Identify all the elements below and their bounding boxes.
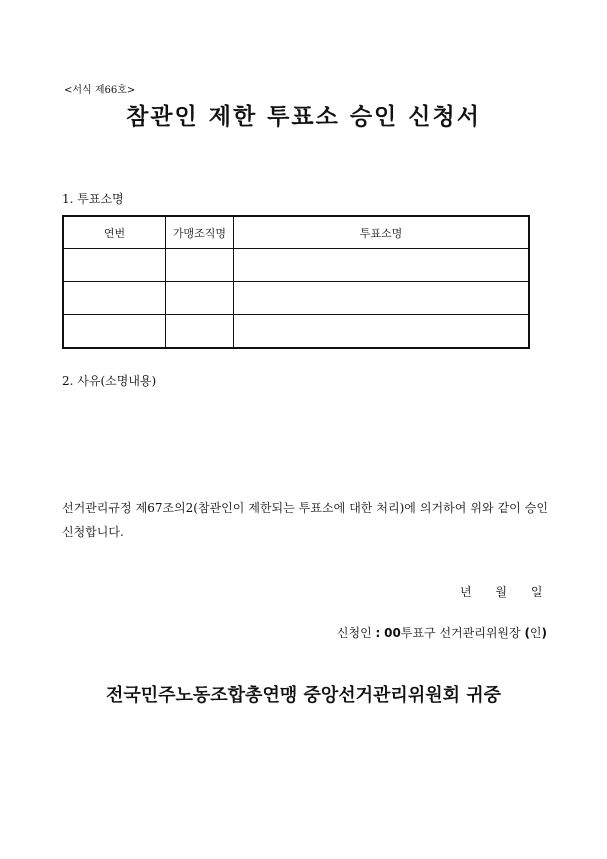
seal-open: ( [524,626,530,640]
table-cell[interactable] [234,249,530,282]
table-row [63,249,529,282]
column-header-number: 연번 [63,216,166,249]
addressee: 전국민주노동조합총연맹 중앙선거관리위원회 귀중 [105,685,502,706]
section-2-heading: 2. 사유(소명내용) [62,374,157,388]
column-header-station: 투표소명 [234,216,530,249]
applicant-label: 신청인 [336,626,372,640]
section-1-heading: 1. 투표소명 [62,192,124,206]
date-day-label: 일 [530,585,543,599]
table-cell[interactable] [166,249,234,282]
table-cell[interactable] [63,249,166,282]
applicant-org-mark: 00 [384,626,401,640]
polling-station-table [62,215,530,349]
date-month-label: 월 [495,585,508,599]
date-line [460,583,542,600]
date-year-label: 년 [460,585,472,599]
table-row [63,315,529,349]
request-statement: 선거관리규정 제67조의2(참관인이 제한되는 투표소에 대한 처리)에 의거하여 위와 같이 승인 신청합니다. [62,501,548,539]
page-title: 참관인 제한 투표소 승인 신청서 [126,104,481,130]
applicant-name: 투표구 선거관리위원장 [400,626,521,640]
column-header-affiliate: 가맹조직명 [166,216,234,249]
table-cell[interactable] [166,282,234,315]
form-number: <서식 제66호> [64,85,136,96]
table-cell[interactable] [63,315,166,349]
table-cell[interactable] [166,315,234,349]
table-cell[interactable] [234,282,530,315]
table-row [63,282,529,315]
applicant-colon: : [375,626,381,640]
applicant-line [337,624,547,641]
table-cell[interactable] [63,282,166,315]
seal-mark: 인 [529,626,542,640]
table-cell[interactable] [234,315,530,349]
table-header-row [63,216,529,249]
seal-close: ) [541,626,547,640]
